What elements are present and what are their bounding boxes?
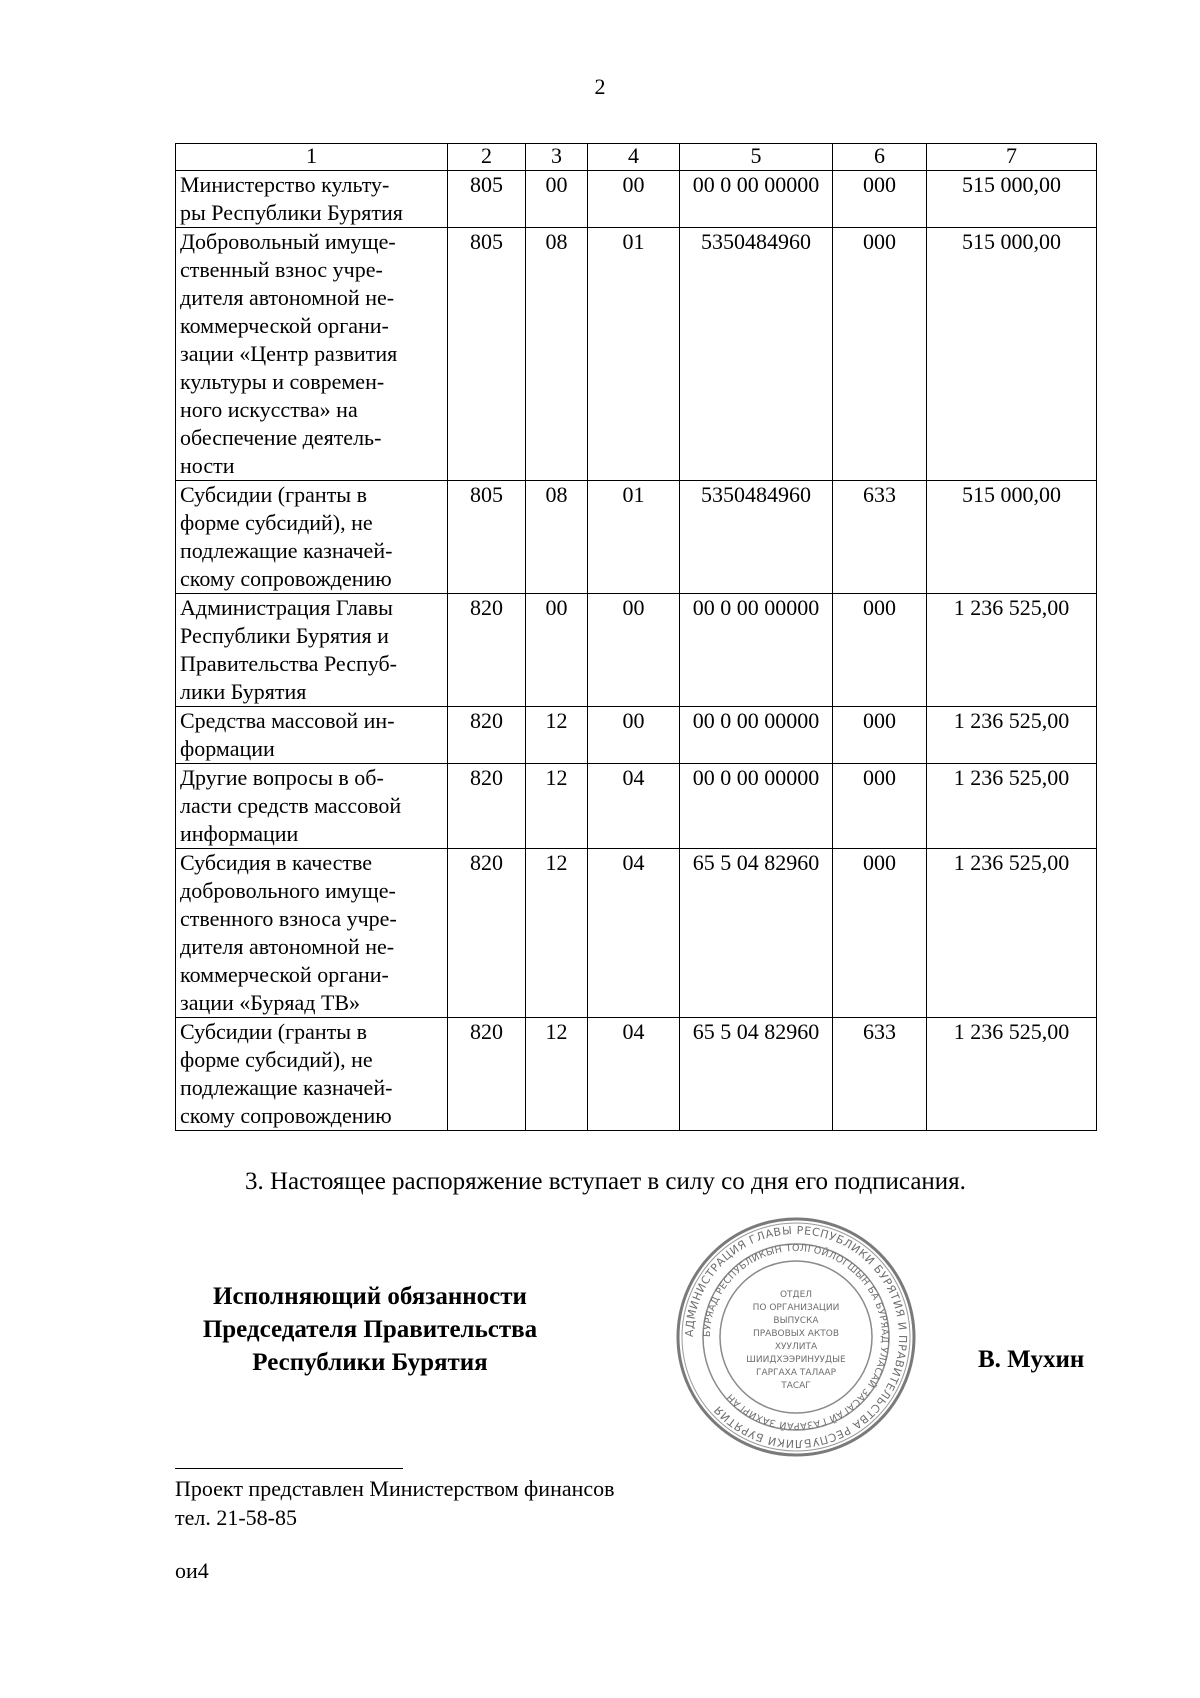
cell-section: 12 [526, 707, 588, 764]
table-body [176, 171, 1097, 1131]
cell-name: Субсидия в качестве добровольного имуще- ственного взноса учре- дителя автономной не- коммерческой органи- зации «Буряад ТВ» [176, 849, 448, 1018]
cell-grbs: 820 [448, 594, 526, 707]
table-row [176, 849, 1097, 1018]
seal-center-line: ХУУЛИТА [774, 1342, 818, 1352]
table-row [176, 481, 1097, 594]
cell-expense-type: 000 [833, 171, 927, 228]
cell-name: Министерство культу- ры Республики Бурятия [176, 171, 448, 228]
table-row [176, 707, 1097, 764]
cell-subsection: 00 [588, 171, 680, 228]
cell-amount: 1 236 525,00 [927, 1018, 1097, 1131]
cell-subsection: 00 [588, 594, 680, 707]
document-code: ои4 [175, 1558, 209, 1583]
cell-amount: 515 000,00 [927, 228, 1097, 481]
header-cell: 6 [833, 144, 927, 171]
footnote-divider [175, 1468, 403, 1469]
header-cell: 4 [588, 144, 680, 171]
cell-subsection: 01 [588, 228, 680, 481]
cell-name: Субсидии (гранты в форме субсидий), не подлежащие казначей- скому сопровождению [176, 1018, 448, 1131]
footnote-line: тел. 21-58-85 [175, 1505, 298, 1530]
seal-inner-ring-text: БУРЯАД РЕСПУБЛИКЫН ТОЛГОЙЛОГШЫН БА БУРЯАД УЛАСАЙ ЗАСАГАЙ ГАЗАРАЙ ЗАХИРГАН [701, 1242, 891, 1432]
footnote-line: Проект представлен Министерством финансов [175, 1476, 615, 1501]
cell-grbs: 805 [448, 228, 526, 481]
cell-subsection: 04 [588, 1018, 680, 1131]
header-cell: 1 [176, 144, 448, 171]
cell-expense-type: 633 [833, 1018, 927, 1131]
page-number: 2 [594, 74, 606, 99]
cell-target-article: 65 5 04 82960 [680, 849, 833, 1018]
cell-section: 00 [526, 171, 588, 228]
cell-grbs: 820 [448, 1018, 526, 1131]
cell-expense-type: 000 [833, 764, 927, 849]
seal-center-line: ВЫПУСКА [773, 1316, 819, 1326]
cell-grbs: 820 [448, 707, 526, 764]
cell-section: 12 [526, 764, 588, 849]
table-row [176, 228, 1097, 481]
table-header-row [176, 144, 1097, 171]
header-cell: 7 [927, 144, 1097, 171]
cell-target-article: 00 0 00 00000 [680, 707, 833, 764]
seal-center-line: ПО ОРГАНИЗАЦИИ [752, 1303, 840, 1313]
cell-target-article: 00 0 00 00000 [680, 764, 833, 849]
cell-expense-type: 633 [833, 481, 927, 594]
cell-expense-type: 000 [833, 594, 927, 707]
cell-section: 08 [526, 481, 588, 594]
cell-amount: 1 236 525,00 [927, 764, 1097, 849]
cell-amount: 1 236 525,00 [927, 594, 1097, 707]
signer-block [170, 1280, 570, 1379]
cell-grbs: 805 [448, 171, 526, 228]
cell-target-article: 5350484960 [680, 481, 833, 594]
footnote [175, 1474, 615, 1532]
cell-section: 12 [526, 1018, 588, 1131]
cell-section: 12 [526, 849, 588, 1018]
cell-target-article: 5350484960 [680, 228, 833, 481]
cell-expense-type: 000 [833, 707, 927, 764]
table-row [176, 594, 1097, 707]
signer-name: В. Мухин [978, 1346, 1085, 1373]
table-row [176, 764, 1097, 849]
table-row [176, 171, 1097, 228]
seal-center-line: ШИИДХЭЭРИНУУДЫЕ [746, 1355, 846, 1365]
budget-table [175, 143, 1097, 1131]
cell-name: Средства массовой ин- формации [176, 707, 448, 764]
header-cell: 2 [448, 144, 526, 171]
cell-subsection: 04 [588, 849, 680, 1018]
cell-target-article: 65 5 04 82960 [680, 1018, 833, 1131]
signer-position-line: Республики Бурятия [252, 1349, 488, 1376]
cell-target-article: 00 0 00 00000 [680, 594, 833, 707]
cell-target-article: 00 0 00 00000 [680, 171, 833, 228]
seal-center-line: ГАРГАХА ТАЛААР [755, 1368, 837, 1378]
cell-amount: 515 000,00 [927, 171, 1097, 228]
cell-subsection: 00 [588, 707, 680, 764]
cell-amount: 1 236 525,00 [927, 849, 1097, 1018]
seal-center-line: ТАСАГ [781, 1381, 811, 1391]
cell-grbs: 820 [448, 849, 526, 1018]
signer-position-line: Исполняющий обязанности [213, 1283, 527, 1310]
official-seal-stamp [673, 1214, 919, 1460]
cell-section: 00 [526, 594, 588, 707]
cell-name: Субсидии (гранты в форме субсидий), не подлежащие казначей- скому сопровождению [176, 481, 448, 594]
clause-text: 3. Настоящее распоряжение вступает в силу со дня его подписания. [245, 1168, 966, 1195]
cell-subsection: 01 [588, 481, 680, 594]
header-cell: 3 [526, 144, 588, 171]
table-row [176, 1018, 1097, 1131]
seal-outer-ring-text: АДМИНИСТРАЦИЯ ГЛАВЫ РЕСПУБЛИКИ БУРЯТИЯ И ПРАВИТЕЛЬСТВА РЕСПУБЛИКИ БУРЯТИЯ [682, 1223, 910, 1451]
cell-grbs: 805 [448, 481, 526, 594]
cell-name: Администрация Главы Республики Бурятия и Правительства Респуб- лики Бурятия [176, 594, 448, 707]
cell-grbs: 820 [448, 764, 526, 849]
signer-position-line: Председателя Правительства [202, 1316, 538, 1343]
cell-section: 08 [526, 228, 588, 481]
cell-expense-type: 000 [833, 228, 927, 481]
cell-name: Добровольный имуще- ственный взнос учре- дителя автономной не- коммерческой органи- зации «Центр развития культуры и современ- ного искусства» на обеспечение деятель- ности [176, 228, 448, 481]
seal-center-line: ПРАВОВЫХ АКТОВ [752, 1329, 840, 1339]
cell-subsection: 04 [588, 764, 680, 849]
cell-expense-type: 000 [833, 849, 927, 1018]
cell-amount: 515 000,00 [927, 481, 1097, 594]
seal-center-line: ОТДЕЛ [779, 1290, 813, 1300]
header-cell: 5 [680, 144, 833, 171]
cell-amount: 1 236 525,00 [927, 707, 1097, 764]
cell-name: Другие вопросы в об- ласти средств массовой информации [176, 764, 448, 849]
